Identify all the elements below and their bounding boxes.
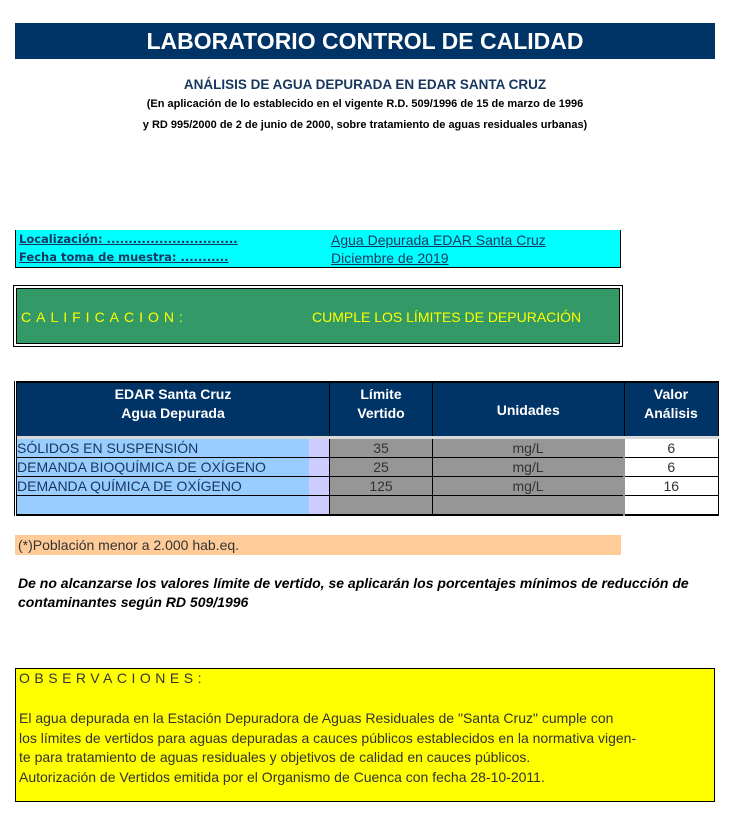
results-table <box>14 381 719 516</box>
analysis-subtitle: ANÁLISIS DE AGUA DEPURADA EN EDAR SANTA CRUZ <box>183 77 547 92</box>
header-units-label: Unidades <box>496 402 560 418</box>
parameter-cell[interactable]: DEMANDA QUÍMICA DE OXÍGENO <box>16 477 309 496</box>
observations-line: El agua depurada en la Estación Depuradora de Aguas Residuales de "Santa Cruz" cumple con <box>19 710 614 726</box>
location-label: Localización: .............................. <box>19 232 238 246</box>
header-parameter-line2: Agua Depurada <box>121 405 225 421</box>
observations-line: los límites de vertidos para aguas depuradas a cauces públicos establecidos en la normativa vigen- <box>19 729 637 746</box>
sample-date-label: Fecha toma de muestra: ........... <box>19 250 229 264</box>
header-limit-line2: Vertido <box>357 405 405 421</box>
qualification-label: CALIFICACION: <box>21 309 188 325</box>
qualification-value: CUMPLE LOS LÍMITES DE DEPURACIÓN <box>312 309 582 325</box>
location-value[interactable]: Agua Depurada EDAR Santa Cruz <box>331 232 546 248</box>
units-cell[interactable]: mg/L <box>433 458 625 477</box>
header-value <box>624 382 718 438</box>
population-note: (*)Población menor a 2.000 hab.eq. <box>15 535 621 555</box>
header-units <box>433 382 625 438</box>
parameter-cell[interactable]: DEMANDA BIOQUÍMICA DE OXÍGENO <box>16 458 309 477</box>
units-cell[interactable]: mg/L <box>433 477 625 496</box>
observations-line: Autorización de Vertidos emitida por el Organismo de Cuenca con fecha 28-10-2011. <box>19 768 545 785</box>
observations-title: OBSERVACIONES: <box>19 670 206 686</box>
header-limit <box>330 382 433 438</box>
table-row-empty <box>16 496 719 516</box>
limit-cell[interactable]: 125 <box>330 477 433 496</box>
table-row <box>16 477 719 496</box>
limit-cell[interactable]: 25 <box>330 458 433 477</box>
value-cell[interactable]: 6 <box>624 458 718 477</box>
units-cell[interactable]: mg/L <box>433 438 625 458</box>
limit-warning-text: De no alcanzarse los valores límite de vertido, se aplicarán los porcentajes mínimos de reducción de contaminantes según RD 509/1996 <box>18 575 689 610</box>
parameter-cell[interactable]: SÓLIDOS EN SUSPENSIÓN <box>16 438 309 458</box>
limit-cell[interactable]: 35 <box>330 438 433 458</box>
spacer-cell <box>309 477 330 496</box>
spacer-cell <box>309 496 330 516</box>
qualification-box <box>13 285 623 347</box>
observations-line: te para tratamiento de aguas residuales y objetivos de calidad en cauces públicos. <box>19 749 531 765</box>
value-cell[interactable]: 16 <box>624 477 718 496</box>
value-cell[interactable]: 6 <box>624 438 718 458</box>
results-header-row <box>16 382 719 438</box>
header-parameter <box>16 382 330 438</box>
sample-info-box <box>15 230 621 268</box>
lab-title-banner: LABORATORIO CONTROL DE CALIDAD <box>15 23 715 59</box>
header-value-line2: Análisis <box>644 405 698 421</box>
table-row <box>16 458 719 477</box>
spacer-cell <box>309 458 330 477</box>
observations-text <box>19 709 636 787</box>
parameter-cell[interactable] <box>16 496 309 516</box>
qualification-panel <box>16 288 620 344</box>
sample-date-value[interactable]: Diciembre de 2019 <box>331 250 449 266</box>
header-limit-line1: Límite <box>360 386 402 402</box>
regulation-line-2: y RD 995/2000 de 2 de junio de 2000, sobre tratamiento de aguas residuales urbanas) <box>142 119 588 131</box>
regulation-line-1: (En aplicación de lo establecido en el vigente R.D. 509/1996 de 15 de marzo de 1996 <box>146 98 584 110</box>
spacer-cell <box>309 438 330 458</box>
observations-box <box>15 668 715 802</box>
value-cell[interactable] <box>624 496 718 516</box>
units-cell[interactable] <box>433 496 625 516</box>
limit-cell[interactable] <box>330 496 433 516</box>
header-value-line1: Valor <box>653 386 689 402</box>
header-parameter-line1: EDAR Santa Cruz <box>114 386 232 402</box>
table-row <box>16 438 719 458</box>
